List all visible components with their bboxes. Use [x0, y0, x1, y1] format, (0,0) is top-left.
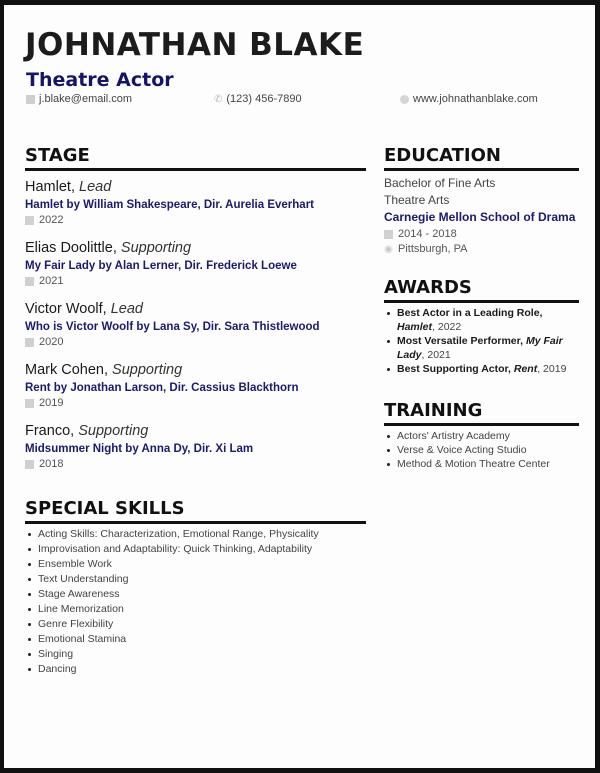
stage-heading: STAGE	[25, 145, 366, 171]
calendar-icon	[25, 277, 34, 286]
phone-icon: ✆	[214, 93, 223, 105]
stage-role: Mark Cohen, Supporting Rent by Jonathan Larson, Dir. Cassius Blackthorn 2019	[25, 360, 366, 411]
skill-item: Genre Flexibility	[25, 617, 326, 632]
role-type: Supporting	[112, 362, 183, 378]
awards-heading: AWARDS	[384, 277, 579, 303]
award-show: Rent	[513, 363, 538, 375]
location-pin-icon: ◉	[384, 244, 393, 255]
award-year: , 2022	[432, 321, 462, 333]
award-show: My Fair Lady	[397, 335, 563, 361]
role-year: 2020	[39, 336, 64, 348]
role-character: Elias Doolittle	[25, 240, 113, 256]
website-text: www.johnathanblake.com	[413, 93, 538, 105]
role-type: Supporting	[120, 240, 192, 256]
education-dates: 2014 - 2018	[398, 228, 457, 240]
stage-role: Victor Woolf, Lead Who is Victor Woolf by Lana Sy, Dir. Sara Thistlewood 2020	[25, 299, 366, 350]
calendar-icon	[25, 338, 34, 347]
education-location: Pittsburgh, PA	[398, 243, 468, 255]
skill-item: Singing	[25, 647, 326, 662]
stage-role: Elias Doolittle, Supporting My Fair Lady by Alan Lerner, Dir. Frederick Loewe 2021	[25, 238, 366, 289]
award-name: Best Actor in a Leading Role,	[397, 307, 543, 319]
education-degree: Bachelor of Fine Arts	[384, 176, 496, 190]
right-column	[384, 145, 579, 471]
contact-email[interactable]	[26, 93, 132, 105]
contact-phone[interactable]	[214, 93, 302, 105]
stage-role: Hamlet, Lead Hamlet by William Shakespeare, Dir. Aurelia Everhart 2022	[25, 177, 366, 228]
training-item: Actors' Artistry Academy	[384, 429, 579, 443]
role-show: Hamlet by William Shakespeare, Dir. Aurelia Everhart	[25, 199, 315, 211]
skill-item: Emotional Stamina	[25, 632, 326, 647]
calendar-icon	[384, 230, 393, 239]
award-item	[384, 306, 579, 334]
calendar-icon	[25, 460, 34, 469]
skill-item: Ensemble Work	[25, 557, 326, 572]
award-item	[384, 334, 579, 362]
resume-page	[4, 5, 595, 768]
skill-item: Stage Awareness	[25, 587, 326, 602]
skill-item: Text Understanding	[25, 572, 326, 587]
contact-website[interactable]	[400, 93, 538, 105]
training-list	[384, 429, 579, 471]
skill-item: Line Memorization	[25, 602, 326, 617]
skills-heading: SPECIAL SKILLS	[25, 498, 366, 524]
awards-list	[384, 306, 579, 376]
envelope-icon	[26, 95, 35, 104]
role-show: My Fair Lady by Alan Lerner, Dir. Frederick Loewe	[25, 260, 297, 272]
training-item: Verse & Voice Acting Studio	[384, 443, 579, 457]
stage-role: Franco, Supporting Midsummer Night by Anna Dy, Dir. Xi Lam 2018	[25, 421, 366, 472]
role-type: Lead	[110, 301, 143, 317]
award-year: , 2019	[537, 363, 567, 375]
left-column	[25, 145, 366, 677]
role-year: 2021	[39, 275, 64, 287]
role-character: Victor Woolf	[25, 301, 103, 317]
education-school: Carnegie Mellon School of Drama	[384, 210, 576, 224]
role-character: Franco	[25, 423, 71, 439]
candidate-name: JOHNATHAN BLAKE	[25, 27, 365, 63]
training-item: Method & Motion Theatre Center	[384, 457, 579, 471]
award-show: Hamlet	[397, 321, 433, 333]
education-field: Theatre Arts	[384, 193, 450, 207]
training-heading: TRAINING	[384, 400, 579, 426]
role-year: 2018	[39, 458, 64, 470]
role-show: Midsummer Night by Anna Dy, Dir. Xi Lam	[25, 443, 254, 455]
phone-text: (123) 456-7890	[226, 93, 302, 105]
globe-icon	[400, 95, 409, 104]
role-year: 2022	[39, 214, 64, 226]
email-text: j.blake@email.com	[39, 93, 133, 105]
role-type: Supporting	[78, 423, 149, 439]
award-name: Most Versatile Performer,	[397, 335, 524, 347]
skill-item: Improvisation and Adaptability: Quick Thinking, Adaptability	[25, 542, 326, 557]
skill-item: Acting Skills: Characterization, Emotional Range, Physicality	[25, 527, 326, 542]
award-name: Best Supporting Actor,	[397, 363, 511, 375]
role-year: 2019	[39, 397, 64, 409]
award-item	[384, 362, 579, 376]
calendar-icon	[25, 399, 34, 408]
award-year: , 2021	[421, 349, 451, 361]
role-character: Mark Cohen	[25, 362, 104, 378]
calendar-icon	[25, 216, 34, 225]
education-heading: EDUCATION	[384, 145, 579, 171]
skill-item: Dancing	[25, 662, 326, 677]
candidate-title: Theatre Actor	[26, 69, 174, 91]
role-show: Rent by Jonathan Larson, Dir. Cassius Blackthorn	[25, 382, 299, 394]
skills-list	[25, 527, 366, 677]
role-type: Lead	[79, 179, 112, 195]
role-show: Who is Victor Woolf by Lana Sy, Dir. Sara Thistlewood	[25, 321, 320, 333]
role-character: Hamlet	[25, 179, 71, 195]
